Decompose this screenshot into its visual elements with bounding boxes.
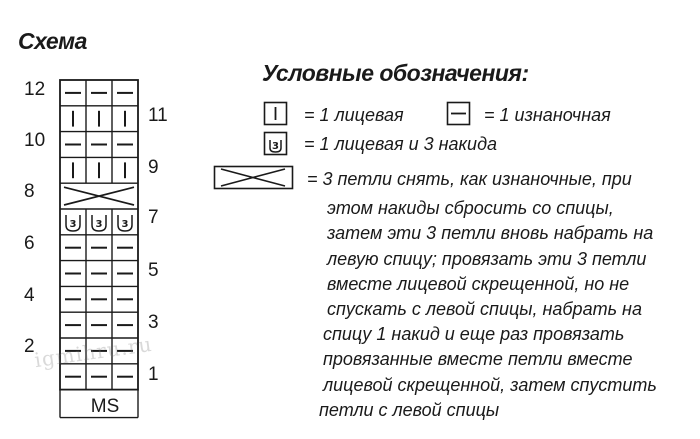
legend-cross-line-4: левую спицу; провязать эти 3 петли: [327, 249, 647, 269]
legend-cross-line-7: спицу 1 накид и еще раз провязать: [323, 324, 625, 344]
legend-symbol-digit: 3: [272, 141, 279, 152]
chart-title: Схема: [18, 28, 87, 54]
cross-stitch-icon: [213, 164, 295, 192]
row-number-8: 8: [24, 181, 35, 202]
legend-cross-line-2: этом накиды сбросить со спицы,: [327, 198, 614, 218]
knit-stitch-icon: [263, 101, 289, 127]
row-number-3: 3: [148, 312, 159, 333]
legend-cross-line-8: провязанные вместе петли вместе: [323, 349, 633, 369]
row-number-5: 5: [148, 260, 159, 281]
watermark: igmihru.ru: [32, 331, 154, 373]
legend-title: Условные обозначения:: [262, 60, 529, 86]
row-number-1: 1: [148, 364, 159, 385]
legend-cross-line-10: петли с левой спицы: [319, 400, 500, 420]
legend-knit3yo-text: = 1 лицевая и 3 накида: [304, 134, 498, 154]
legend-cross-line-9: лицевой скрещенной, затем спустить: [323, 375, 657, 395]
legend-cross-line-5: вместе лицевой скрещенной, но не: [327, 274, 630, 294]
legend-cross-line-6: спускать с левой спицы, набрать на: [327, 299, 642, 319]
row-number-4: 4: [24, 285, 35, 306]
row-number-12: 12: [24, 79, 46, 100]
knit-yarnover-digit: 3: [95, 219, 103, 230]
knit-yarnover-digit: 3: [69, 219, 77, 230]
row-number-10: 10: [24, 130, 46, 151]
row-number-9: 9: [148, 157, 159, 178]
row-number-11: 11: [148, 105, 168, 126]
legend-cross-line-3: затем эти 3 петли вновь набрать на: [327, 223, 654, 243]
purl-stitch-icon: [446, 101, 472, 127]
legend-purl-text: = 1 изнаночная: [484, 105, 611, 125]
repeat-label: MS: [90, 396, 120, 417]
row-number-6: 6: [24, 233, 35, 254]
legend-cross-line-1: = 3 петли снять, как изнаночные, при: [307, 169, 632, 189]
row-number-2: 2: [24, 336, 35, 357]
knit-with-yarnovers-icon: [263, 131, 289, 157]
legend-knit-text: = 1 лицевая: [304, 105, 404, 125]
knit-yarnover-digit: 3: [121, 219, 129, 230]
row-number-7: 7: [148, 207, 159, 228]
